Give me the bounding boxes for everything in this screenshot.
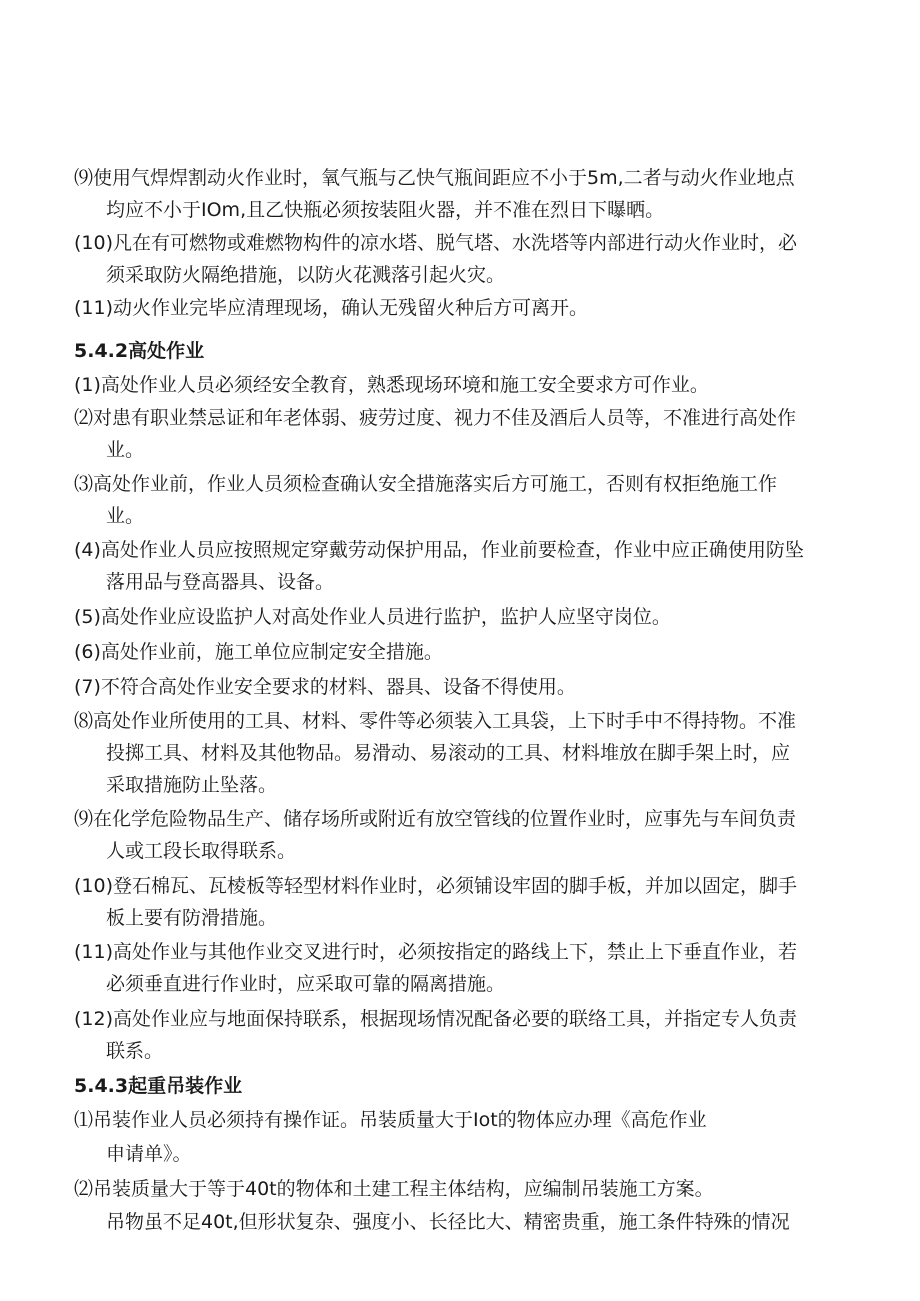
lift-item-1-line-2: 申请单》。 — [106, 1143, 192, 1165]
section-heading-5-4-3: 5.4.3起重吊装作业 — [74, 1075, 243, 1097]
lift-item-2-line-2: 吊物虽不足40t,但形状复杂、强度小、长径比大、精密贵重，施工条件特殊的情况 — [106, 1211, 790, 1233]
hw-item-2-line-1: ⑵对患有职业禁忌证和年老体弱、疲劳过度、视力不佳及酒后人员等，不准进行高处作 — [74, 407, 797, 429]
hw-item-10-line-1: (10)登石棉瓦、瓦棱板等轻型材料作业时，必须铺设牢固的脚手板，并加以固定，脚手 — [74, 875, 798, 897]
hw-item-4-line-1: (4)高处作业人员应按照规定穿戴劳动保护用品，作业前要检查，作业中应正确使用防坠 — [74, 539, 804, 561]
section-heading-5-4-2: 5.4.2高处作业 — [74, 340, 205, 362]
hw-item-1-line-1: (1)高处作业人员必须经安全教育，熟悉现场环境和施工安全要求方可作业。 — [74, 374, 709, 396]
item-9-line-1: ⑼使用气焊焊割动火作业时，氧气瓶与乙快气瓶间距应不小于5m,二者与动火作业地点 — [74, 167, 795, 189]
item-9-line-2: 均应不小于IOm,且乙快瓶必须按装阻火器，并不准在烈日下曝晒。 — [106, 199, 665, 221]
hw-item-7-line-1: (7)不符合高处作业安全要求的材料、器具、设备不得使用。 — [74, 676, 576, 698]
item-10-line-2: 须采取防火隔绝措施，以防火花溅落引起火灾。 — [106, 264, 506, 286]
hw-item-8-line-2: 投掷工具、材料及其他物品。易滑动、易滚动的工具、材料堆放在脚手架上时，应 — [106, 742, 791, 764]
hw-item-5-line-1: (5)高处作业应设监护人对高处作业人员进行监护，监护人应坚守岗位。 — [74, 606, 671, 628]
lift-item-1-line-1: ⑴吊装作业人员必须持有操作证。吊装质量大于Iot的物体应办理《高危作业 — [74, 1109, 707, 1131]
lift-item-2-line-1: ⑵吊装质量大于等于40t的物体和土建工程主体结构，应编制吊装施工方案。 — [74, 1178, 714, 1200]
hw-item-3-line-1: ⑶高处作业前，作业人员须检查确认安全措施落实后方可施工，否则有权拒绝施工作 — [74, 473, 778, 495]
item-11-line-1: (11)动火作业完毕应清理现场，确认无残留火种后方可离开。 — [74, 297, 589, 319]
item-10-line-1: (10)凡在有可燃物或难燃物构件的凉水塔、脱气塔、水洗塔等内部进行动火作业时，必 — [74, 232, 798, 254]
hw-item-8-line-3: 采取措施防止坠落。 — [106, 774, 278, 796]
hw-item-3-line-2: 业。 — [106, 505, 145, 527]
hw-item-2-line-2: 业。 — [106, 439, 145, 461]
hw-item-12-line-1: (12)高处作业应与地面保持联系，根据现场情况配备必要的联络工具，并指定专人负责 — [74, 1008, 798, 1030]
hw-item-11-line-2: 必须垂直进行作业时，应采取可靠的隔离措施。 — [106, 973, 506, 995]
hw-item-9-line-1: ⑼在化学危险物品生产、储存场所或附近有放空管线的位置作业时，应事先与车间负责 — [74, 808, 797, 830]
hw-item-6-line-1: (6)高处作业前，施工单位应制定安全措施。 — [74, 641, 443, 663]
hw-item-10-line-2: 板上要有防滑措施。 — [106, 907, 278, 929]
hw-item-9-line-2: 人或工段长取得联系。 — [106, 840, 297, 862]
hw-item-12-line-2: 联系。 — [106, 1040, 164, 1062]
hw-item-8-line-1: ⑻高处作业所使用的工具、材料、零件等必须装入工具袋，上下时手中不得持物。不准 — [74, 710, 797, 732]
hw-item-11-line-1: (11)高处作业与其他作业交叉进行时，必须按指定的路线上下，禁止上下垂直作业，若 — [74, 941, 798, 963]
hw-item-4-line-2: 落用品与登高器具、设备。 — [106, 571, 335, 593]
